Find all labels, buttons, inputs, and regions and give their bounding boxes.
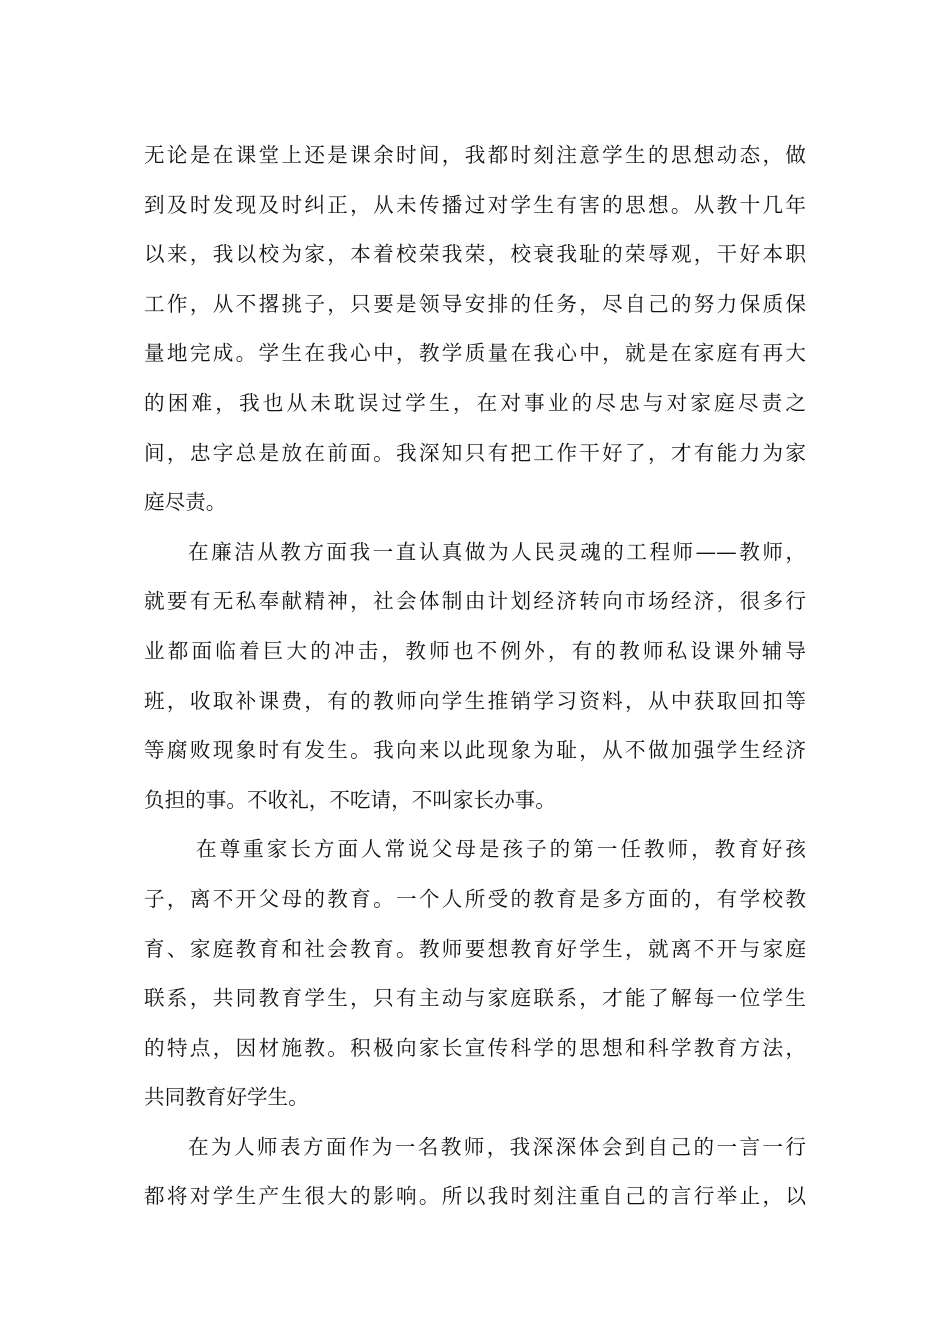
text-line: 在为人师表方面作为一名教师，我深深体会到自己的一言一行 <box>188 1134 806 1159</box>
text-line: 等腐败现象时有发生。我向来以此现象为耻，从不做加强学生经济 <box>144 738 806 763</box>
text-line: 共同教育好学生。 <box>144 1085 309 1110</box>
text-line: 量地完成。学生在我心中，教学质量在我心中，就是在家庭有再大 <box>144 341 806 366</box>
text-line: 子，离不开父母的教育。一个人所受的教育是多方面的，有学校教 <box>144 886 806 911</box>
text-line: 负担的事。不收礼，不吃请，不叫家长办事。 <box>144 787 556 812</box>
text-line: 就要有无私奉献精神，社会体制由计划经济转向市场经济，很多行 <box>144 589 806 614</box>
text-line: 业都面临着巨大的冲击，教师也不例外，有的教师私设课外辅导 <box>144 638 806 663</box>
text-line: 的困难，我也从未耽误过学生，在对事业的尽忠与对家庭尽责之 <box>144 390 806 415</box>
paragraph <box>144 825 806 1123</box>
text-line: 育、家庭教育和社会教育。教师要想教育好学生，就离不开与家庭 <box>144 936 806 961</box>
text-line: 间，忠字总是放在前面。我深知只有把工作干好了，才有能力为家 <box>144 440 806 465</box>
text-line: 在尊重家长方面人常说父母是孩子的第一任教师，教育好孩 <box>196 837 806 862</box>
text-line: 以来，我以校为家，本着校荣我荣，校衰我耻的荣辱观，干好本职 <box>144 242 806 267</box>
text-line: 工作，从不撂挑子，只要是领导安排的任务，尽自己的努力保质保 <box>144 291 806 316</box>
text-line: 都将对学生产生很大的影响。所以我时刻注重自己的言行举止，以 <box>144 1184 806 1209</box>
text-line: 联系，共同教育学生，只有主动与家庭联系，才能了解每一位学生 <box>144 986 806 1011</box>
text-line: 在廉洁从教方面我一直认真做为人民灵魂的工程师——教师， <box>188 539 806 564</box>
text-line: 的特点，因材施教。积极向家长宣传科学的思想和科学教育方法， <box>144 1035 806 1060</box>
text-line: 无论是在课堂上还是课余时间，我都时刻注意学生的思想动态，做 <box>144 143 806 167</box>
text-line: 庭尽责。 <box>144 490 227 515</box>
text-line: 到及时发现及时纠正，从未传播过对学生有害的思想。从教十几年 <box>144 192 806 217</box>
text-line: 班，收取补课费，有的教师向学生推销学习资料，从中获取回扣等 <box>144 688 806 713</box>
paragraph <box>144 1123 806 1222</box>
paragraph <box>144 528 806 826</box>
paragraph <box>144 131 806 528</box>
document-body <box>144 131 806 1222</box>
